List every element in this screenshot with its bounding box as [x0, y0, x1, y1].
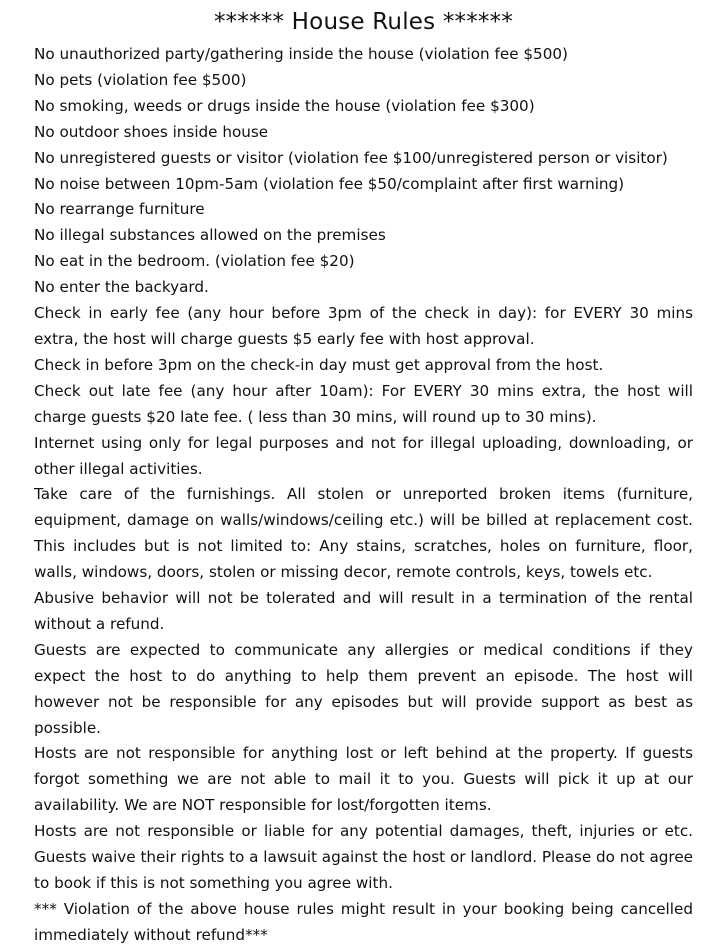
- rule-early-check-in-fee: Check in early fee (any hour before 3pm of the check in day): for EVERY 30 mins extra, the host will charge guests $5 early fee with host approval.: [34, 304, 693, 348]
- rule-backyard: No enter the backyard.: [34, 278, 209, 297]
- document-title: ****** House Rules ******: [213, 9, 514, 35]
- rule-pets: No pets (violation fee $500): [34, 70, 247, 89]
- rule-internet: Internet using only for legal purposes and not for illegal uploading, downloading, or other illegal activities.: [34, 433, 693, 478]
- rule-lost-items: Hosts are not responsible for anything lost or left behind at the property. If guests forgot something we are not able to mail it to you. Guests will pick it up at our availability. We are NOT responsible for lost/forgotten items.: [34, 744, 693, 815]
- rule-noise: No noise between 10pm-5am (violation fee $50/complaint after first warning): [34, 174, 625, 193]
- rule-check-in-approval: Check in before 3pm on the check-in day must get approval from the host.: [34, 355, 604, 374]
- rule-smoking: No smoking, weeds or drugs inside the house (violation fee $300): [34, 96, 535, 115]
- rule-bedroom-eating: No eat in the bedroom. (violation fee $20): [34, 252, 355, 271]
- rule-unregistered-guests: No unregistered guests or visitor (violation fee $100/unregistered person or visitor): [34, 148, 668, 167]
- rules-list: [34, 42, 693, 949]
- rule-party: No unauthorized party/gathering inside the house (violation fee $500): [34, 45, 568, 63]
- rule-outdoor-shoes: No outdoor shoes inside house: [34, 122, 269, 141]
- rule-violation-warning: *** Violation of the above house rules might result in your booking being cancelled immediately without refund***: [34, 899, 693, 944]
- rule-medical-conditions: Guests are expected to communicate any allergies or medical conditions if they expect the host to do anything to help them prevent an episode. The host will however not be responsible for any episodes but will provide support as best as possible.: [34, 640, 693, 737]
- rule-liability: Hosts are not responsible or liable for any potential damages, theft, injuries or etc. Guests waive their rights to a lawsuit against the host or landlord. Please do not agree to book if this is not something you agree with.: [34, 822, 694, 892]
- rule-late-check-out-fee: Check out late fee (any hour after 10am): For EVERY 30 mins extra, the host will charge guests $20 late fee. ( less than 30 mins, will round up to 30 mins).: [34, 381, 693, 426]
- rule-furniture: No rearrange furniture: [34, 200, 205, 219]
- rule-furnishings: Take care of the furnishings. All stolen or unreported broken items (furniture, equipment, damage on walls/windows/ceiling etc.) will be billed at replacement cost. This includes but is not limited to: Any stains, scratches, holes on furniture, floor, walls, windows, doors, stolen or missing decor, remote controls, keys, towels etc.: [34, 485, 693, 582]
- rule-abusive-behavior: Abusive behavior will not be tolerated and will result in a termination of the rental without a refund.: [34, 589, 693, 633]
- rule-illegal-substances: No illegal substances allowed on the premises: [34, 226, 386, 245]
